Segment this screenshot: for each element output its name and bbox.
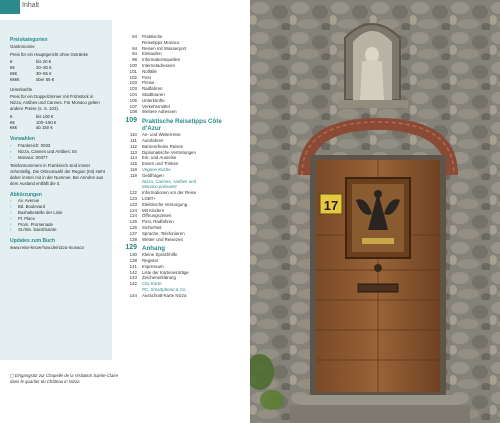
toc-entry[interactable]: [120, 293, 242, 299]
toc-entry-title: Barrierefreies Reisen: [142, 143, 184, 149]
toc-page-number: 123: [129, 201, 137, 207]
toc-entry-title: LGBT+: [142, 195, 157, 201]
hotel-price-value: bis 100 €: [36, 113, 54, 119]
toc-entry-title: City-Karte: [142, 281, 162, 287]
toc-page-number: 110: [130, 132, 137, 138]
hotel-price-row: [10, 125, 106, 131]
hotel-price-value: 100–150 €: [36, 119, 57, 125]
toc-entry-title: Diplomatische Vertretungen: [142, 149, 196, 155]
food-price-key: €€€: [10, 70, 18, 76]
toc-page-number: 101: [129, 68, 137, 74]
toc-entry-title: Mit Kindern: [142, 207, 165, 213]
toc-entry-title: Radfahren: [142, 86, 163, 92]
toc-page-number: 109: [125, 117, 137, 125]
table-of-contents: [120, 34, 242, 299]
toc-page-number: 94: [132, 34, 137, 39]
toc-entry-title: Register: [142, 258, 159, 264]
toc-entry-title: Impressum: [142, 263, 164, 269]
toc-entry-title: Öffnungszeiten: [142, 213, 172, 219]
toc-entry-title: Informationen vor der Reise: [142, 190, 197, 196]
toc-page-number: 144: [129, 292, 137, 298]
toc-page-number: 115: [130, 161, 137, 167]
toc-entry-title: Post, Radfahren: [142, 219, 174, 225]
food-price-list: [10, 59, 106, 82]
toc-page-number: 124: [129, 213, 137, 219]
toc-entry-title: Stadttouren: [142, 91, 165, 97]
updates-url[interactable]: www.reise-know-how.de/nizza-monaco: [10, 244, 85, 250]
toc-entry-title: Notfälle: [142, 68, 157, 74]
legend-text: Bd. Boulevard: [18, 204, 45, 210]
bullet-icon: ›: [10, 154, 12, 160]
toc-entry-title: Ausschnitt-Karte Nizza: [142, 292, 187, 298]
hotel-price-key: €€€: [10, 125, 18, 131]
phone-list: [10, 143, 106, 160]
toc-page-number: 126: [129, 224, 137, 230]
toc-entry[interactable]: [120, 109, 242, 115]
toc-entry-title: Unterkünfte: [142, 97, 165, 103]
phones-title: Vorwahlen: [10, 136, 35, 143]
toc-page-number: 104: [129, 91, 137, 97]
toc-page-number: 129: [125, 244, 137, 252]
bullet-icon: ›: [10, 142, 12, 148]
toc-page-number: 103: [129, 86, 137, 92]
toc-page-number: 122: [129, 190, 137, 196]
food-title: Gastronomie: [10, 43, 35, 49]
toc-entry-title: Praktische: [142, 34, 163, 39]
toc-entry-title: Essen und Trinken: [142, 161, 179, 167]
toc-entry-title: PC, Smartphone & Co.: [142, 287, 187, 293]
food-price-row: [10, 77, 106, 83]
hotel-price-key: €: [10, 113, 13, 119]
toc-entry-title: Autofahren: [142, 137, 164, 143]
bullet-icon: ›: [10, 209, 12, 215]
hotel-desc: Preis für ein Doppelzimmer mit Frühstück in Nizza, Antibes und Cannes. Für Monaco gelten andere Preise (s. S. 103).: [10, 94, 100, 111]
toc-entry-title: Sprache, Telefonieren: [142, 230, 185, 236]
legend-text: St./Ste. Saint/Sainte: [18, 227, 57, 233]
info-sidebar: [0, 20, 112, 360]
caption-text: Eingangstür zur Chapelle de la Visitation Sainte-Claire dans le quartier du Château in Nizza: [10, 373, 119, 384]
toc-entry[interactable]: [120, 237, 242, 243]
toc-entry-title: Internetadressen: [142, 62, 175, 68]
food-price-key: €€: [10, 65, 15, 71]
prices-title: Preiskategorien: [10, 37, 48, 43]
legend-item: [10, 227, 106, 233]
toc-entry-title: Informationsquellen: [142, 57, 181, 63]
toc-page-number: 108: [129, 109, 137, 115]
toc-page-number: 124: [129, 207, 137, 213]
toc-page-number: 94: [132, 45, 137, 51]
toc-entry-title: Ein- und Ausreise: [142, 155, 177, 161]
toc-page-number: 103: [129, 80, 137, 86]
hotel-price-list: [10, 114, 106, 131]
legend-text: Prom. Promenade: [18, 221, 53, 227]
food-price-key: €€€€: [10, 76, 20, 82]
hotel-price-key: €€: [10, 119, 15, 125]
toc-entry-title: An- und Weiterreise: [142, 132, 181, 138]
legend-list: [10, 198, 106, 233]
toc-page-number: 118: [130, 166, 137, 172]
toc-entry-title: Kleine Sprachhilfe: [142, 252, 178, 258]
food-price-value: bis 20 €: [36, 59, 52, 65]
toc-page-number: 119: [130, 172, 137, 178]
bullet-icon: ›: [10, 215, 12, 221]
legend-text: Av. Avenue: [18, 198, 40, 204]
toc-entry-title: Geldfragen: [142, 172, 164, 178]
toc-page-number: 102: [129, 74, 137, 80]
door-number: 17: [323, 198, 339, 213]
toc-entry-title: Vegane Küche: [142, 166, 171, 172]
food-price-value: über 55 €: [36, 76, 55, 82]
toc-entry-title: Wetter und Reisezeit: [142, 236, 183, 242]
food-price-value: 20–30 €: [36, 65, 52, 71]
phone-text: Frankreich: 0033: [18, 142, 51, 148]
bullet-icon: ›: [10, 198, 12, 204]
toc-page-number: 94: [132, 51, 137, 57]
food-price-value: 30–55 €: [36, 70, 52, 76]
hotel-title: Unterkünfte: [10, 86, 33, 92]
header-color-bar: [0, 0, 20, 14]
legend-text: Pl. Place: [18, 215, 35, 221]
toc-entry[interactable]: [120, 245, 242, 252]
toc-page-number: 111: [130, 137, 137, 143]
toc-entry-title: Verkehrsmittel: [142, 103, 170, 109]
toc-entry-title: Einkaufen: [142, 51, 162, 57]
camera-icon: ◻: [10, 373, 15, 378]
toc-page-number: 107: [129, 103, 137, 109]
updates-title: Updates zum Buch: [10, 238, 56, 245]
phones-note: Telefonnummern in Frankreich sind immer zehnstellig. Die Ortsvorwahl der Region (04) steht daher immer mit in der Nummer. Bei Anrufen aus dem Ausland entfällt die 0.: [10, 163, 105, 186]
legend-text: Bushaltestelle der Linie: [18, 209, 63, 215]
toc-page-number: 142: [129, 281, 137, 287]
food-desc: Preis für ein Hauptgericht ohne Getränke: [10, 51, 89, 57]
toc-page-number: 123: [129, 195, 137, 201]
toc-page-number: 112: [130, 143, 137, 149]
page-title: Inhalt: [22, 2, 40, 9]
bullet-icon: ›: [10, 148, 12, 154]
food-price-key: €: [10, 59, 13, 65]
photo-caption: [10, 373, 120, 384]
toc-entry-title: Sicherheit: [142, 224, 162, 230]
toc-page-number: 114: [130, 155, 137, 161]
toc-entry-title: Elektrische Versorgung: [142, 201, 188, 207]
toc-page-number: 98: [132, 57, 137, 63]
phone-item: [10, 155, 106, 161]
toc-page-number: 128: [129, 236, 137, 242]
toc-page-number: 130: [129, 252, 137, 258]
toc-page-number: 138: [129, 258, 137, 264]
toc-entry-title: Weitere Adressen: [142, 109, 177, 115]
toc-entry-title: Post: [142, 74, 151, 80]
toc-page-number: 141: [129, 263, 137, 269]
phone-text: Nizza, Cannes und Antibes: 04: [18, 148, 77, 154]
toc-page-number: 100: [129, 62, 137, 68]
legend-title: Abkürzungen: [10, 191, 42, 198]
toc-page-number: 142: [129, 269, 137, 275]
toc-entry-title: Praktische Reisetipps Côte d'Azur: [142, 118, 222, 133]
toc-entry-title: Liste der Karteneinträge: [142, 269, 189, 275]
hotel-price-value: ab 150 €: [36, 125, 53, 131]
bullet-icon: ›: [10, 204, 12, 210]
toc-page-number: 113: [130, 149, 137, 155]
toc-page-number: 105: [129, 97, 137, 103]
toc-entry-title: Preise: [142, 80, 155, 86]
toc-entry[interactable]: [120, 118, 242, 132]
door-knob-icon: [374, 264, 382, 272]
toc-page-number: 125: [129, 219, 137, 225]
bullet-icon: ›: [10, 227, 12, 233]
toc-entry-title: Anhang: [142, 245, 166, 253]
toc-page-number: 143: [129, 275, 137, 281]
toc-entry-title: Nizza, Cannes, Antibes und: [142, 178, 197, 184]
toc-entry-title: Reisetipps Monaco: [142, 39, 180, 45]
toc-entry-title: Zeichenerklärung: [142, 275, 176, 281]
toc-page-number: 127: [129, 230, 137, 236]
toc-entry-title: Monaco preiswert: [142, 184, 177, 190]
bullet-icon: ›: [10, 221, 12, 227]
door-photo: [250, 0, 500, 423]
phone-text: Monaco: 00377: [18, 154, 48, 160]
toc-entry-title: Reisen mit Wasserport: [142, 45, 187, 51]
